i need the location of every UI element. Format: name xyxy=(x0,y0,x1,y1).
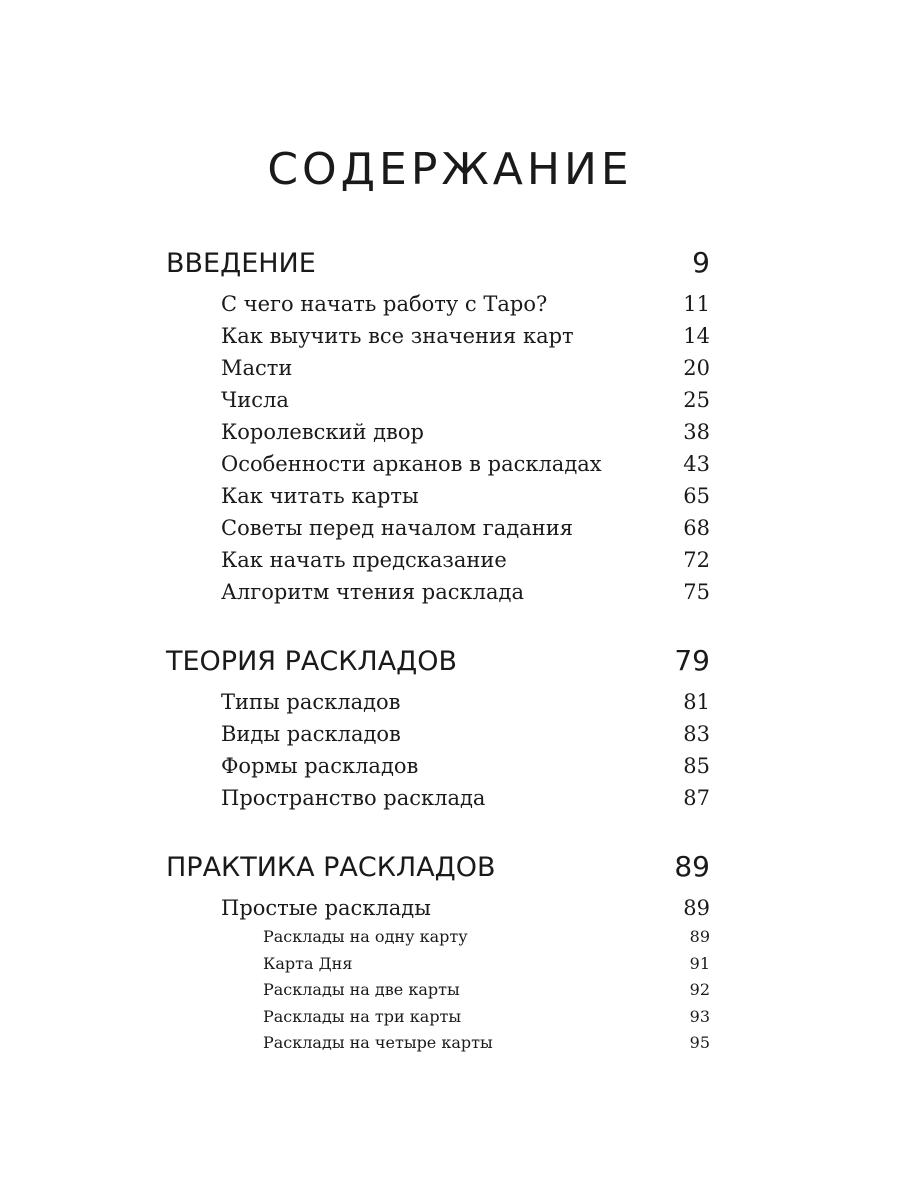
toc-entry-page: 72 xyxy=(683,548,710,572)
toc-entry-page: 43 xyxy=(683,452,710,476)
toc-entry-label: Формы раскладов xyxy=(221,754,419,778)
toc-entry-page: 87 xyxy=(683,786,710,810)
toc-entry[interactable] xyxy=(221,352,710,384)
section-items xyxy=(166,892,710,1057)
toc-entry-page: 81 xyxy=(683,690,710,714)
toc-subentry-page: 89 xyxy=(689,927,710,946)
toc-subentry-page: 92 xyxy=(689,980,710,999)
toc-entry[interactable] xyxy=(221,544,710,576)
toc-subentry[interactable] xyxy=(263,924,710,951)
toc-entry-page: 20 xyxy=(683,356,710,380)
section-heading: ПРАКТИКА РАСКЛАДОВ xyxy=(166,852,496,883)
section-spacer xyxy=(166,608,710,636)
toc-entry-label: Как начать предсказание xyxy=(221,548,507,572)
toc-entry[interactable] xyxy=(221,512,710,544)
section-heading: ТЕОРИЯ РАСКЛАДОВ xyxy=(166,646,458,677)
toc-subentry[interactable] xyxy=(263,1004,710,1031)
toc-entry-label: Королевский двор xyxy=(221,420,424,444)
toc-entry[interactable] xyxy=(221,320,710,352)
toc-entry-label: Алгоритм чтения расклада xyxy=(221,580,524,604)
toc-entry-label: Числа xyxy=(221,388,289,412)
toc-entry-page: 25 xyxy=(683,388,710,412)
toc-entry[interactable] xyxy=(221,892,710,924)
section-items xyxy=(166,686,710,814)
toc-entry-label: Пространство расклада xyxy=(221,786,486,810)
toc-subentry-page: 91 xyxy=(689,953,710,973)
toc-subentry[interactable] xyxy=(263,1030,710,1057)
section-spacer xyxy=(166,814,710,842)
toc-entry-label: Как читать карты xyxy=(221,484,419,508)
section-page-number: 89 xyxy=(674,850,710,883)
section-items xyxy=(166,288,710,608)
toc-subentry-page: 95 xyxy=(689,1033,710,1052)
page-title: СОДЕРЖАНИЕ xyxy=(267,144,633,195)
toc-subentry[interactable] xyxy=(263,977,710,1004)
toc-subentry-label: Расклады на три карты xyxy=(263,1006,462,1026)
section-page-number: 79 xyxy=(674,644,710,677)
table-of-contents xyxy=(166,238,710,1057)
toc-subentry-label: Расклады на одну карту xyxy=(263,927,468,946)
toc-subentry-label: Карта Дня xyxy=(263,953,353,973)
section-spread-practice[interactable] xyxy=(166,842,710,892)
toc-entry[interactable] xyxy=(221,686,710,718)
toc-entry-label: Простые расклады xyxy=(221,896,431,920)
toc-entry-label: Масти xyxy=(221,356,293,380)
toc-entry[interactable] xyxy=(221,718,710,750)
toc-entry-page: 14 xyxy=(683,324,710,348)
toc-entry[interactable] xyxy=(221,480,710,512)
toc-entry-page: 65 xyxy=(683,484,710,508)
section-introduction[interactable] xyxy=(166,238,710,288)
toc-entry-label: Типы раскладов xyxy=(221,690,401,714)
toc-entry[interactable] xyxy=(221,288,710,320)
section-page-number: 9 xyxy=(692,246,710,279)
section-heading: ВВЕДЕНИЕ xyxy=(166,248,316,279)
toc-entry-page: 75 xyxy=(683,580,710,604)
toc-entry[interactable] xyxy=(221,416,710,448)
toc-entry-label: Особенности арканов в раскладах xyxy=(221,452,602,476)
toc-entry[interactable] xyxy=(221,782,710,814)
toc-entry-page: 38 xyxy=(683,420,710,444)
toc-entry-page: 11 xyxy=(683,292,710,316)
toc-entry-page: 89 xyxy=(683,896,710,920)
toc-subentry[interactable] xyxy=(263,951,710,978)
toc-entry[interactable] xyxy=(221,384,710,416)
subsection-items xyxy=(221,924,710,1057)
toc-entry[interactable] xyxy=(221,448,710,480)
toc-entry[interactable] xyxy=(221,750,710,782)
toc-entry[interactable] xyxy=(221,576,710,608)
toc-subentry-label: Расклады на четыре карты xyxy=(263,1033,493,1052)
toc-entry-label: С чего начать работу с Таро? xyxy=(221,292,548,316)
toc-entry-label: Как выучить все значения карт xyxy=(221,324,574,348)
section-spread-theory[interactable] xyxy=(166,636,710,686)
toc-entry-page: 68 xyxy=(683,516,710,540)
toc-entry-label: Советы перед началом гадания xyxy=(221,516,573,540)
toc-entry-page: 85 xyxy=(683,754,710,778)
toc-entry-page: 83 xyxy=(683,722,710,746)
toc-subentry-page: 93 xyxy=(689,1006,710,1026)
toc-entry-label: Виды раскладов xyxy=(221,722,401,746)
toc-subentry-label: Расклады на две карты xyxy=(263,980,460,999)
